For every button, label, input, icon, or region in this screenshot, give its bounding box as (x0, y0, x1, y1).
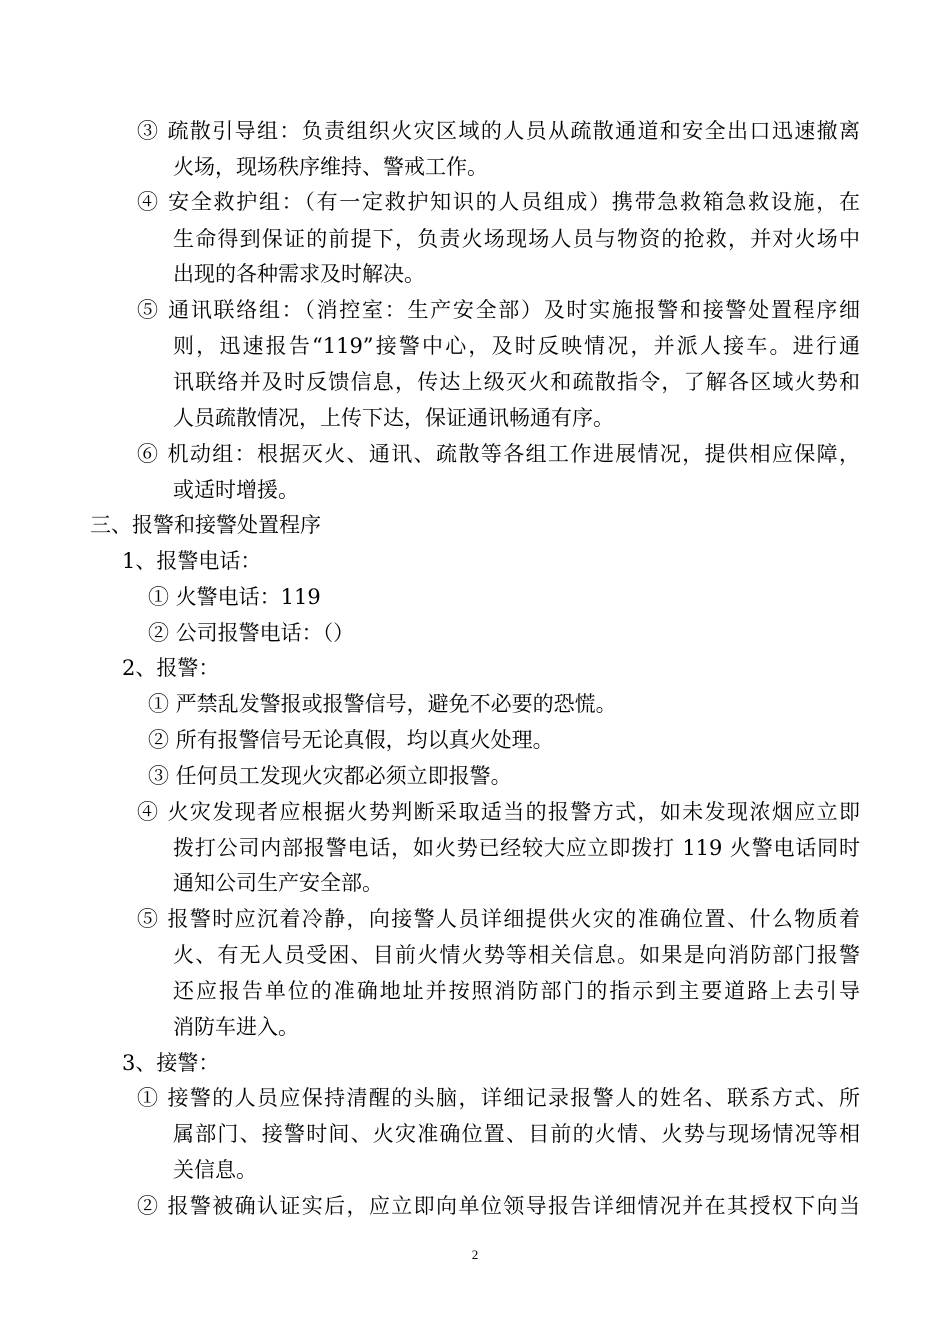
subheading-alarm-phone: 1、报警电话： (122, 549, 262, 573)
item-alarm-rule-5-line-1: ⑤ 报警时应沉着冷静，向接警人员详细提供火灾的准确位置、什么物质着 (137, 907, 860, 931)
item-communication-group-line-3: 讯联络并及时反馈信息，传达上级灭火和疏散指令，了解各区域火势和 (173, 370, 860, 394)
item-safety-rescue-group-line-1: ④ 安全救护组：（有一定救护知识的人员组成）携带急救箱急救设施，在 (137, 190, 860, 214)
section-heading-alarm-procedure: 三、报警和接警处置程序 (90, 513, 321, 537)
item-alarm-rule-3: ③ 任何员工发现火灾都必须立即报警。 (148, 764, 512, 788)
item-fire-alarm-phone: ① 火警电话：119 (148, 585, 321, 609)
item-receive-rule-1-line-2: 属部门、接警时间、火灾准确位置、目前的火情、火势与现场情况等相 (173, 1122, 860, 1146)
item-communication-group-line-1: ⑤ 通讯联络组：（消控室：生产安全部）及时实施报警和接警处置程序细 (137, 298, 860, 322)
subheading-alarm: 2、报警： (122, 656, 220, 680)
item-evacuation-guide-group-line-2: 火场，现场秩序维持、警戒工作。 (173, 155, 488, 179)
item-receive-rule-1-line-1: ① 接警的人员应保持清醒的头脑，详细记录报警人的姓名、联系方式、所 (137, 1086, 860, 1110)
subheading-receive-alarm: 3、接警： (122, 1051, 220, 1075)
item-alarm-rule-5-line-3: 还应报告单位的准确地址并按照消防部门的指示到主要道路上去引导 (173, 979, 860, 1003)
item-receive-rule-1-line-3: 关信息。 (173, 1158, 257, 1182)
item-alarm-rule-2: ② 所有报警信号无论真假，均以真火处理。 (148, 728, 554, 752)
item-receive-rule-2-line-1: ② 报警被确认证实后，应立即向单位领导报告详细情况并在其授权下向当 (137, 1194, 860, 1218)
item-safety-rescue-group-line-3: 出现的各种需求及时解决。 (173, 262, 425, 286)
item-alarm-rule-4-line-3: 通知公司生产安全部。 (173, 871, 383, 895)
item-alarm-rule-5-line-4: 消防车进入。 (173, 1015, 299, 1039)
item-alarm-rule-4-line-1: ④ 火灾发现者应根据火势判断采取适当的报警方式，如未发现浓烟应立即 (137, 800, 860, 824)
item-evacuation-guide-group-line-1: ③ 疏散引导组：负责组织火灾区域的人员从疏散通道和安全出口迅速撤离 (137, 119, 860, 143)
item-safety-rescue-group-line-2: 生命得到保证的前提下，负责火场现场人员与物资的抢救，并对火场中 (173, 227, 860, 251)
item-communication-group-line-4: 人员疏散情况，上传下达，保证通讯畅通有序。 (173, 406, 614, 430)
item-alarm-rule-5-line-2: 火、有无人员受困、目前火情火势等相关信息。如果是向消防部门报警 (173, 943, 860, 967)
item-mobile-group-line-1: ⑥ 机动组：根据灭火、通讯、疏散等各组工作进展情况，提供相应保障， (137, 442, 860, 466)
page-number: 2 (471, 1247, 479, 1262)
item-communication-group-line-2: 则，迅速报告“119”接警中心，及时反映情况，并派人接车。进行通 (173, 334, 860, 358)
item-mobile-group-line-2: 或适时增援。 (173, 478, 299, 502)
item-alarm-rule-4-line-2: 拨打公司内部报警电话，如火势已经较大应立即拨打 119 火警电话同时 (173, 836, 860, 860)
item-company-alarm-phone: ② 公司报警电话：（） (148, 621, 355, 645)
item-alarm-rule-1: ① 严禁乱发警报或报警信号，避免不必要的恐慌。 (148, 692, 617, 716)
